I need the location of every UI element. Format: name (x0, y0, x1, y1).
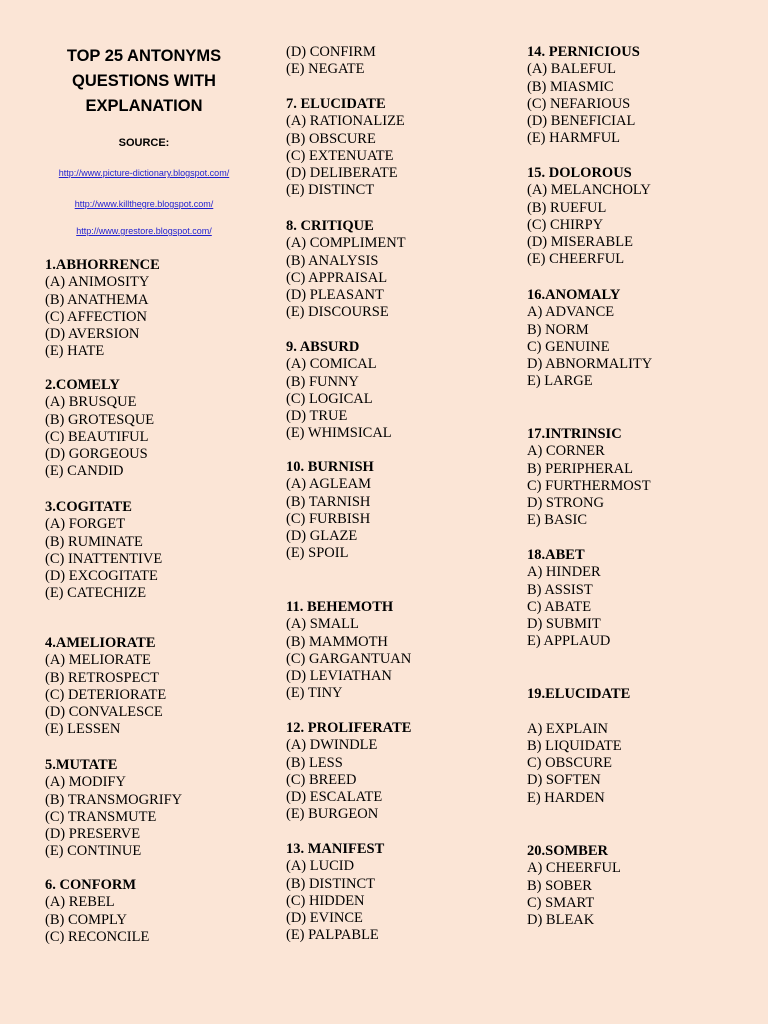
answer-option: (D) EVINCE (286, 910, 363, 927)
answer-option: E) BASIC (527, 512, 588, 529)
answer-option: (B) RUMINATE (45, 533, 143, 550)
answer-option: (A) MELANCHOLY (527, 182, 651, 199)
title-line: EXPLANATION (85, 97, 203, 115)
source-link-picture-dictionary[interactable]: http://www.picture-dictionary.blogspot.com/ (58, 168, 230, 178)
answer-option: (A) COMICAL (286, 356, 377, 373)
answer-option: (A) FORGET (45, 516, 126, 533)
answer-option: (B) OBSCURE (286, 130, 376, 147)
answer-option: (D) EXCOGITATE (45, 568, 158, 585)
answer-option: E) LARGE (527, 373, 593, 390)
document-title (45, 44, 243, 119)
answer-option: C) OBSCURE (527, 755, 613, 772)
answer-option: (D) GORGEOUS (45, 446, 148, 463)
question-11 (286, 599, 411, 703)
answer-option: (C) TRANSMUTE (45, 808, 157, 825)
answer-option: (C) LOGICAL (286, 390, 373, 407)
answer-option: D) ABNORMALITY (527, 356, 653, 373)
question-word: 4.AMELIORATE (45, 635, 156, 651)
question-3 (45, 499, 162, 603)
answer-option: (E) HATE (45, 343, 105, 360)
answer-option: (C) HIDDEN (286, 892, 365, 909)
answer-option: (B) FUNNY (286, 373, 359, 390)
question-4 (45, 635, 166, 739)
answer-option: A) HINDER (527, 564, 601, 581)
question-10 (286, 459, 374, 563)
option: (E) NEGATE (286, 61, 365, 78)
question-word: 15. DOLOROUS (527, 165, 632, 181)
answer-option: (C) APPRAISAL (286, 269, 388, 286)
answer-option: (C) EXTENUATE (286, 147, 394, 164)
question-word: 6. CONFORM (45, 877, 137, 893)
answer-option: (E) DISCOURSE (286, 304, 389, 321)
question-word: 17.INTRINSIC (527, 426, 622, 442)
answer-option: (E) CONTINUE (45, 843, 142, 860)
answer-option: (E) CANDID (45, 463, 124, 480)
question-word: 1.ABHORRENCE (45, 257, 160, 273)
question-word: 18.ABET (527, 547, 585, 563)
question-1 (45, 257, 160, 361)
answer-option: (A) REBEL (45, 894, 115, 911)
answer-option: C) SMART (527, 894, 595, 911)
answer-option: A) ADVANCE (527, 304, 615, 321)
answer-option: (B) DISTINCT (286, 875, 376, 892)
answer-option: (D) ESCALATE (286, 789, 383, 806)
question-14 (527, 44, 640, 148)
answer-option: (E) PALPABLE (286, 927, 379, 944)
answer-option: (E) WHIMSICAL (286, 425, 392, 442)
answer-option: (C) GARGANTUAN (286, 650, 412, 667)
question-word: 7. ELUCIDATE (286, 96, 386, 112)
question-13 (286, 841, 384, 945)
question-word: 10. BURNISH (286, 459, 374, 475)
answer-option: (B) MAMMOTH (286, 633, 388, 650)
answer-option: (C) BREED (286, 771, 357, 788)
answer-option: (A) COMPLIMENT (286, 235, 406, 252)
answer-option: (E) DISTINCT (286, 182, 375, 199)
question-12 (286, 720, 411, 824)
answer-option: (D) LEVIATHAN (286, 668, 392, 685)
answer-option: (A) SMALL (286, 616, 359, 633)
answer-option: A) CHEERFUL (527, 860, 621, 877)
source-label: SOURCE: (118, 137, 170, 149)
answer-option: B) LIQUIDATE (527, 737, 622, 754)
answer-option: (D) BENEFICIAL (527, 113, 636, 130)
answer-option: (C) FURBISH (286, 510, 371, 527)
answer-option: D) STRONG (527, 495, 604, 512)
answer-option: (A) DWINDLE (286, 737, 378, 754)
question-word: 20.SOMBER (527, 843, 608, 859)
answer-option: (B) LESS (286, 754, 343, 771)
answer-option: (A) LUCID (286, 858, 355, 875)
answer-option: (E) TINY (286, 685, 343, 702)
answer-option: C) ABATE (527, 598, 592, 615)
question-6 (45, 877, 149, 946)
question-word: 3.COGITATE (45, 499, 132, 515)
answer-option: E) APPLAUD (527, 633, 611, 650)
answer-option: (D) GLAZE (286, 528, 358, 545)
question-word: 12. PROLIFERATE (286, 720, 412, 736)
answer-option: (C) CHIRPY (527, 216, 604, 233)
answer-option: (D) MISERABLE (527, 234, 633, 251)
question-19 (527, 686, 630, 807)
question-15 (527, 165, 651, 269)
answer-option: D) SOFTEN (527, 772, 601, 789)
answer-option: (B) RETROSPECT (45, 669, 159, 686)
answer-option: (B) GROTESQUE (45, 411, 155, 428)
answer-option: (A) RATIONALIZE (286, 113, 405, 130)
question-word: 14. PERNICIOUS (527, 44, 640, 60)
answer-option: (C) NEFARIOUS (527, 95, 631, 112)
answer-option: (B) ANALYSIS (286, 252, 379, 269)
answer-option: (A) AGLEAM (286, 476, 371, 493)
question-word: 9. ABSURD (286, 339, 360, 355)
question-8 (286, 218, 406, 322)
title-line: QUESTIONS WITH (72, 72, 216, 90)
spacer (527, 703, 630, 720)
answer-option: A) CORNER (527, 443, 605, 460)
answer-option: A) EXPLAIN (527, 720, 608, 737)
answer-option: (D) DELIBERATE (286, 165, 398, 182)
answer-option: (A) ANIMOSITY (45, 274, 150, 291)
answer-option: (A) MODIFY (45, 774, 126, 791)
question-9 (286, 339, 392, 443)
answer-option: (E) CHEERFUL (527, 251, 625, 268)
answer-option: (D) PLEASANT (286, 287, 384, 304)
answer-option: (A) MELIORATE (45, 652, 151, 669)
answer-option: (B) ANATHEMA (45, 291, 149, 308)
answer-option: (D) TRUE (286, 408, 348, 425)
answer-option: (B) MIASMIC (527, 78, 614, 95)
answer-option: (E) LESSEN (45, 721, 121, 738)
question-17 (527, 426, 651, 530)
question-2 (45, 377, 154, 481)
answer-option: C) FURTHERMOST (527, 477, 651, 494)
answer-option: (A) BRUSQUE (45, 394, 137, 411)
source-link-killthegre[interactable]: http://www.killthegre.blogspot.com/ (74, 199, 214, 209)
question-word: 19.ELUCIDATE (527, 686, 631, 702)
question-16 (527, 287, 652, 391)
answer-option: E) HARDEN (527, 789, 605, 806)
answer-option: C) GENUINE (527, 338, 610, 355)
answer-option: B) SOBER (527, 877, 592, 894)
answer-option: (D) AVERSION (45, 326, 140, 343)
answer-option: (E) CATECHIZE (45, 585, 147, 602)
answer-option: B) NORM (527, 321, 589, 338)
question-word: 2.COMELY (45, 377, 120, 393)
answer-option: (D) CONVALESCE (45, 704, 163, 721)
title-line: TOP 25 ANTONYMS (66, 47, 222, 65)
answer-option: (D) PRESERVE (45, 826, 141, 843)
question-6-continued (286, 44, 376, 79)
answer-option: (C) AFFECTION (45, 308, 147, 325)
answer-option: (B) TARNISH (286, 493, 371, 510)
answer-option: (E) SPOIL (286, 545, 349, 562)
answer-option: (E) BURGEON (286, 806, 379, 823)
question-word: 11. BEHEMOTH (286, 599, 394, 615)
answer-option: (E) HARMFUL (527, 130, 621, 147)
question-word: 8. CRITIQUE (286, 218, 374, 234)
question-5 (45, 757, 182, 861)
answer-option: (B) TRANSMOGRIFY (45, 791, 183, 808)
question-word: 5.MUTATE (45, 757, 118, 773)
answer-option: (B) COMPLY (45, 911, 127, 928)
answer-option: (C) DETERIORATE (45, 686, 167, 703)
option: (D) CONFIRM (286, 44, 376, 60)
answer-option: (C) INATTENTIVE (45, 550, 163, 567)
question-18 (527, 547, 610, 651)
question-7 (286, 96, 405, 200)
answer-option: D) SUBMIT (527, 616, 601, 633)
answer-option: D) BLEAK (527, 912, 595, 929)
answer-option: (C) RECONCILE (45, 928, 150, 945)
question-word: 16.ANOMALY (527, 287, 621, 303)
source-link-grestore[interactable]: http://www.grestore.blogspot.com/ (76, 226, 212, 236)
answer-option: (A) BALEFUL (527, 61, 617, 78)
answer-option: B) ASSIST (527, 581, 593, 598)
answer-option: B) PERIPHERAL (527, 460, 633, 477)
answer-option: (B) RUEFUL (527, 199, 607, 216)
answer-option: (C) BEAUTIFUL (45, 428, 149, 445)
question-20 (527, 843, 621, 929)
question-word: 13. MANIFEST (286, 841, 385, 857)
